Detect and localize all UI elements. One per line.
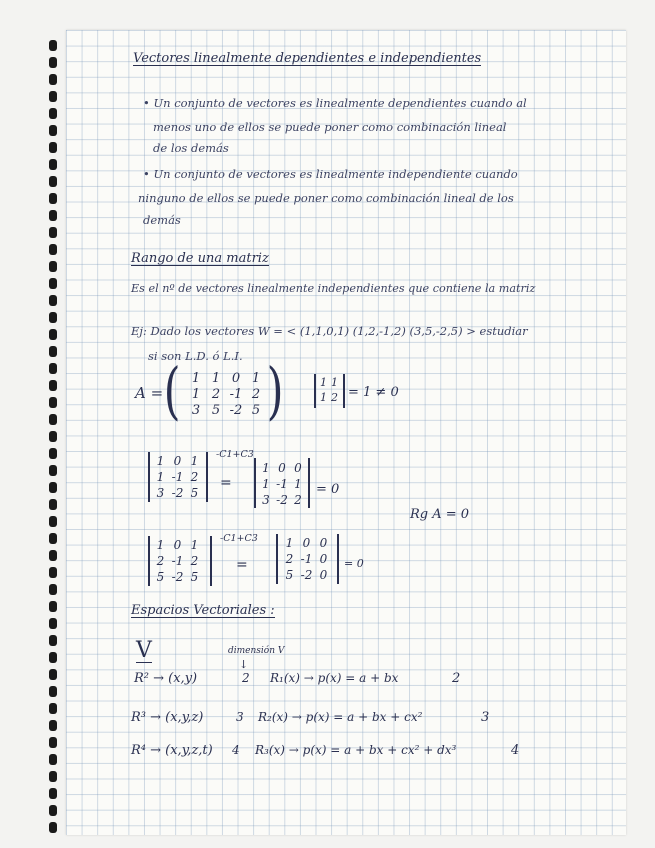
matrix-cell: 5 bbox=[190, 570, 199, 584]
v-label: V bbox=[136, 638, 152, 663]
polynomial-dimension: 2 bbox=[452, 671, 461, 686]
matrix-cell: 5 bbox=[285, 568, 294, 582]
matrix-a-left-paren: ( bbox=[163, 354, 181, 427]
matrix-cell: 0 bbox=[302, 536, 311, 550]
binding-hole bbox=[49, 448, 57, 459]
binding-hole bbox=[49, 142, 57, 153]
matrix-cell: -1 bbox=[171, 470, 184, 484]
polynomial-space: R₃(x) → p(x) = a + bx + cx² + dx³ bbox=[255, 743, 457, 757]
example-line1: Ej: Dado los vectores W = < (1,1,0,1) (1,2,-1,2) (3,5,-2,5) > estudiar bbox=[131, 324, 528, 338]
bullet1-line2: menos uno de ellos se puede poner como combinación lineal bbox=[153, 120, 507, 134]
matrix-a bbox=[186, 372, 266, 417]
minor-left-bar bbox=[314, 374, 316, 408]
matrix-cell: 0 bbox=[319, 536, 328, 550]
binding-hole bbox=[49, 720, 57, 731]
matrix-cell: 1 bbox=[320, 376, 327, 389]
vector-spaces-heading: Espacios Vectoriales : bbox=[131, 603, 275, 618]
matrix-cell: 1 bbox=[285, 536, 294, 550]
binding-hole bbox=[49, 550, 57, 561]
binding-hole bbox=[49, 482, 57, 493]
space-dimension: 2 bbox=[242, 671, 250, 685]
minor-right-bar bbox=[343, 374, 345, 408]
binding-hole bbox=[49, 567, 57, 578]
det2-left-matrix bbox=[152, 539, 203, 583]
matrix-cell: 1 bbox=[156, 470, 165, 484]
matrix-cell: 2 bbox=[190, 470, 199, 484]
binding-hole bbox=[49, 125, 57, 136]
det1-operation: -C1+C3 bbox=[216, 449, 254, 460]
matrix-cell: 5 bbox=[190, 486, 199, 500]
matrix-cell: 0 bbox=[173, 454, 182, 468]
matrix-cell: 1 bbox=[262, 461, 270, 475]
det2-right-bar bbox=[276, 534, 278, 584]
page-title: Vectores linealmente dependientes e independientes bbox=[133, 51, 482, 66]
matrix-cell: 3 bbox=[191, 403, 201, 418]
matrix-cell: 2 bbox=[190, 554, 199, 568]
binding-hole bbox=[49, 771, 57, 782]
binding-hole bbox=[49, 159, 57, 170]
det1-right-bar2 bbox=[308, 458, 310, 508]
binding-hole bbox=[49, 363, 57, 374]
bullet2-line3: demás bbox=[143, 213, 181, 227]
det2-equals: = bbox=[236, 557, 248, 573]
binding-hole bbox=[49, 669, 57, 680]
det2-result: = 0 bbox=[344, 557, 364, 570]
minor-result: = 1 ≠ 0 bbox=[348, 385, 399, 400]
det2-right-matrix bbox=[281, 537, 332, 581]
binding-hole bbox=[49, 618, 57, 629]
binding-hole bbox=[49, 431, 57, 442]
space-dimension: 3 bbox=[236, 710, 244, 724]
binding-hole bbox=[49, 533, 57, 544]
bullet2-line1: • Un conjunto de vectores es linealmente independiente cuando bbox=[143, 167, 518, 181]
matrix-cell: -2 bbox=[300, 568, 313, 582]
matrix-cell: -2 bbox=[229, 403, 243, 418]
matrix-cell: 1 bbox=[191, 387, 201, 402]
det2-operation: -C1+C3 bbox=[220, 533, 258, 544]
matrix-cell: 1 bbox=[190, 538, 199, 552]
rank-heading: Rango de una matriz bbox=[131, 251, 269, 266]
matrix-cell: 5 bbox=[251, 403, 261, 418]
matrix-cell: 0 bbox=[319, 552, 328, 566]
matrix-cell: 1 bbox=[156, 538, 165, 552]
rank-note: Rg A = 0 bbox=[410, 507, 470, 522]
binding-hole bbox=[49, 74, 57, 85]
binding-hole bbox=[49, 380, 57, 391]
matrix-cell: 1 bbox=[294, 477, 302, 491]
binding-hole bbox=[49, 108, 57, 119]
matrix-cell: 2 bbox=[251, 387, 261, 402]
polynomial-dimension: 3 bbox=[481, 710, 490, 725]
matrix-cell: 2 bbox=[331, 391, 338, 404]
binding-hole bbox=[49, 346, 57, 357]
binding-hole bbox=[49, 516, 57, 527]
binding-hole bbox=[49, 295, 57, 306]
matrix-cell: -2 bbox=[276, 493, 288, 507]
matrix-cell: 1 bbox=[211, 371, 221, 386]
binding-hole bbox=[49, 584, 57, 595]
det2-right-bar2 bbox=[337, 534, 339, 584]
binding-hole bbox=[49, 40, 57, 51]
matrix-cell: 1 bbox=[262, 477, 270, 491]
matrix-cell: 3 bbox=[262, 493, 270, 507]
matrix-cell: 2 bbox=[211, 387, 221, 402]
matrix-cell: 2 bbox=[156, 554, 165, 568]
binding-hole bbox=[49, 91, 57, 102]
matrix-cell: -2 bbox=[171, 570, 184, 584]
dimension-arrow: ↓ bbox=[239, 658, 249, 671]
bullet1-line1: • Un conjunto de vectores es linealmente dependientes cuando al bbox=[143, 96, 527, 110]
matrix-cell: -1 bbox=[276, 477, 288, 491]
bullet2-line2: ninguno de ellos se puede poner como combinación lineal de los bbox=[138, 191, 514, 205]
det1-right-matrix bbox=[258, 462, 306, 506]
binding-hole bbox=[49, 737, 57, 748]
binding-hole bbox=[49, 261, 57, 272]
binding-hole bbox=[49, 227, 57, 238]
binding-hole bbox=[49, 244, 57, 255]
matrix-cell: 1 bbox=[191, 371, 201, 386]
polynomial-dimension: 4 bbox=[511, 743, 520, 758]
det1-left-bar bbox=[148, 452, 150, 502]
dimension-label: dimensión V bbox=[228, 646, 285, 656]
minor-2x2 bbox=[318, 377, 340, 403]
det1-equals: = bbox=[220, 475, 232, 491]
matrix-cell: 2 bbox=[294, 493, 302, 507]
binding-hole bbox=[49, 686, 57, 697]
matrix-cell: 1 bbox=[156, 454, 165, 468]
polynomial-space: R₂(x) → p(x) = a + bx + cx² bbox=[258, 710, 423, 724]
bullet1-line3: de los demás bbox=[153, 141, 229, 155]
binding-hole bbox=[49, 499, 57, 510]
matrix-cell: 0 bbox=[294, 461, 302, 475]
det2-left-bar2 bbox=[210, 536, 212, 586]
space-notation: R⁴ → (x,y,z,t) bbox=[131, 743, 213, 758]
matrix-cell: 3 bbox=[156, 486, 165, 500]
matrix-cell: -2 bbox=[171, 486, 184, 500]
binding-hole bbox=[49, 788, 57, 799]
binding-hole bbox=[49, 414, 57, 425]
matrix-cell: 0 bbox=[173, 538, 182, 552]
binding-hole bbox=[49, 397, 57, 408]
matrix-cell: 2 bbox=[285, 552, 294, 566]
binding-hole bbox=[49, 703, 57, 714]
matrix-cell: 0 bbox=[319, 568, 328, 582]
binding-hole bbox=[49, 57, 57, 68]
binding-hole bbox=[49, 329, 57, 340]
space-notation: R³ → (x,y,z) bbox=[131, 710, 204, 725]
matrix-cell: 0 bbox=[278, 461, 286, 475]
matrix-cell: 1 bbox=[190, 454, 199, 468]
polynomial-space: R₁(x) → p(x) = a + bx bbox=[270, 671, 399, 685]
rank-definition: Es el nº de vectores linealmente independientes que contiene la matriz bbox=[131, 282, 536, 295]
det1-left-matrix bbox=[152, 455, 203, 499]
det1-result: = 0 bbox=[316, 482, 340, 497]
binding-hole bbox=[49, 210, 57, 221]
det2-left-bar bbox=[148, 536, 150, 586]
binding-hole bbox=[49, 805, 57, 816]
space-dimension: 4 bbox=[232, 743, 240, 757]
binding-hole bbox=[49, 278, 57, 289]
matrix-cell: -1 bbox=[229, 387, 243, 402]
spiral-binding bbox=[49, 40, 63, 830]
det1-right-bar bbox=[254, 458, 256, 508]
det1-left-bar2 bbox=[206, 452, 208, 502]
binding-hole bbox=[49, 601, 57, 612]
binding-hole bbox=[49, 652, 57, 663]
matrix-cell: 1 bbox=[331, 376, 338, 389]
binding-hole bbox=[49, 822, 57, 833]
binding-hole bbox=[49, 312, 57, 323]
space-notation: R² → (x,y) bbox=[134, 671, 198, 686]
matrix-cell: -1 bbox=[171, 554, 184, 568]
matrix-a-label: A = bbox=[135, 384, 164, 402]
binding-hole bbox=[49, 193, 57, 204]
matrix-cell: 1 bbox=[320, 391, 327, 404]
binding-hole bbox=[49, 635, 57, 646]
matrix-cell: 0 bbox=[231, 371, 241, 386]
example-line2: si son L.D. ó L.I. bbox=[148, 349, 243, 363]
binding-hole bbox=[49, 754, 57, 765]
binding-hole bbox=[49, 176, 57, 187]
matrix-cell: 5 bbox=[211, 403, 221, 418]
matrix-cell: -1 bbox=[300, 552, 313, 566]
matrix-a-right-paren: ) bbox=[266, 354, 284, 427]
binding-hole bbox=[49, 465, 57, 476]
matrix-cell: 1 bbox=[251, 371, 261, 386]
matrix-cell: 5 bbox=[156, 570, 165, 584]
